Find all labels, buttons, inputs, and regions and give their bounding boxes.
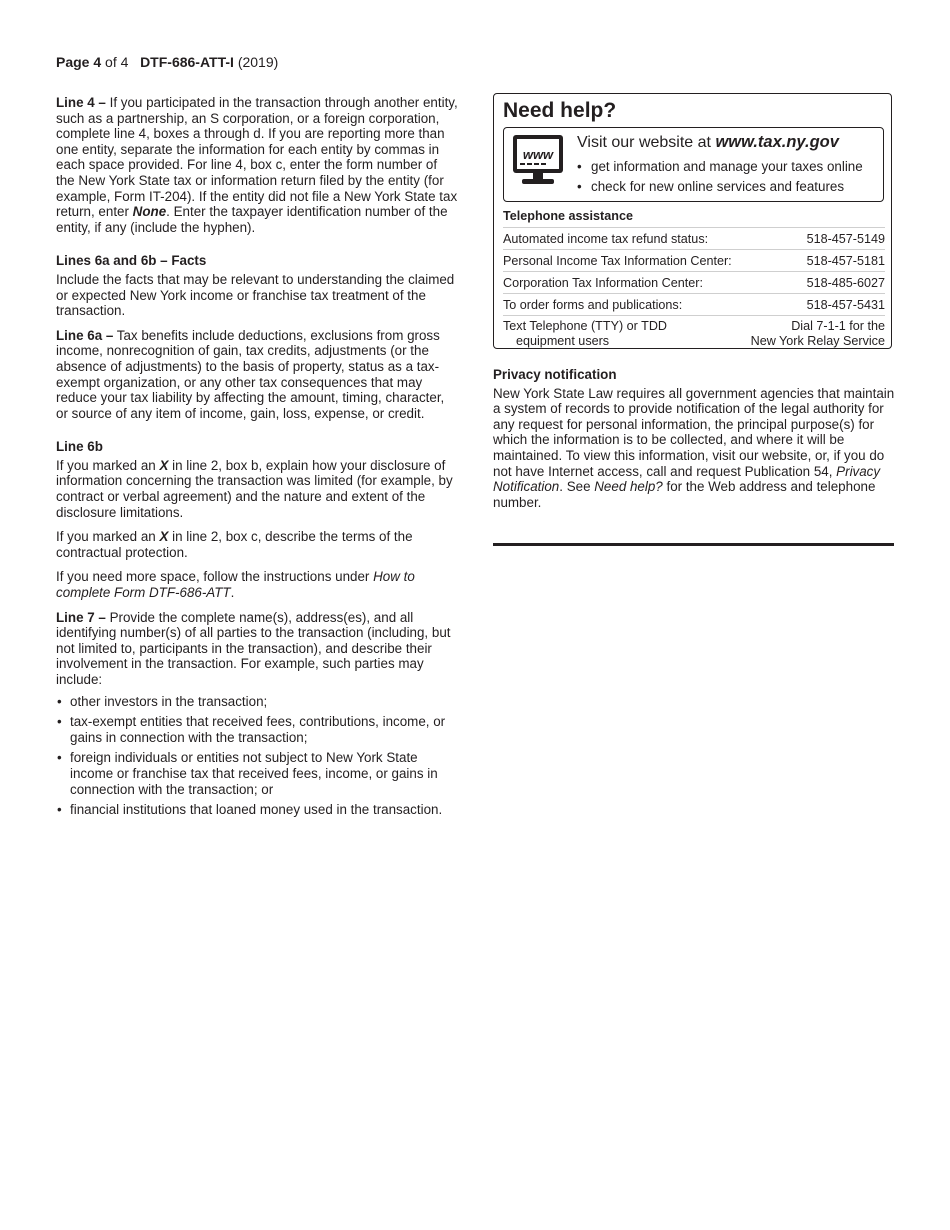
website-bullets bbox=[577, 157, 863, 197]
www-text: www bbox=[522, 147, 554, 162]
line7-text: Provide the complete name(s), address(es), and all identifying number(s) of all parties to the transaction (including, but not limited to, participants in the transaction), and describe their involvement in the transaction. For example, such parties may include: bbox=[56, 609, 451, 687]
line6a-paragraph bbox=[56, 328, 458, 422]
line6b-p1-text-end: in line 2, box b, explain how your disclosure of information concerning the transaction was limited (for example, by contract or verbal agreement) and the nature and extent of the disclosure limitations. bbox=[56, 457, 453, 520]
line4-none: None bbox=[132, 204, 167, 220]
line4-text-end: . Enter the taxpayer identification number of the entity, if any (include the hyphen). bbox=[56, 204, 448, 235]
privacy-text: New York State Law requires all government agencies that maintain a system of records to provide notification of the legal authority for any request for personal information, the principal purpose(s) for which the information is to be collected, and where it will be maintained. To view this information, visit our website, or, if you do not have Internet access, call and request Publication 54, bbox=[493, 385, 895, 479]
line4-text: If you participated in the transaction through another entity, such as a partnership, an S corporation, or a foreign corporation, complete line 4, boxes a through d. If you are reporting more than one entity, separate the information for each entity by commas in each space provided. For line 4, box c, enter the form number of the New York State tax or information return filed by the entity (for example, Form IT-204). If the entity did not file a New York State tax return, enter bbox=[56, 95, 458, 220]
mark-x: X bbox=[159, 457, 169, 473]
table-row bbox=[503, 249, 885, 271]
tel-label: Corporation Tax Information Center: bbox=[503, 275, 703, 290]
privacy-heading: Privacy notification bbox=[493, 367, 617, 382]
tel-label: Personal Income Tax Information Center: bbox=[503, 253, 732, 268]
more-space-paragraph bbox=[56, 569, 458, 600]
privacy-paragraph bbox=[493, 386, 898, 511]
list-item: • check for new online services and features bbox=[577, 177, 863, 197]
line6b-paragraph-1 bbox=[56, 458, 458, 520]
computer-www-icon bbox=[512, 134, 564, 188]
tty-value bbox=[751, 319, 885, 349]
form-year: (2019) bbox=[237, 54, 279, 70]
tty-label-line1: Text Telephone (TTY) or TDD bbox=[503, 319, 668, 333]
page-number: Page 4 bbox=[56, 54, 102, 70]
list-item: • get information and manage your taxes online bbox=[577, 157, 863, 177]
line7-paragraph bbox=[56, 610, 458, 688]
list-item: • tax-exempt entities that received fees, contributions, income, or gains in connection with the transaction; bbox=[56, 714, 458, 745]
tty-label-line2: equipment users bbox=[516, 334, 610, 348]
tel-number: 518-457-5149 bbox=[806, 231, 885, 246]
list-item: • foreign individuals or entities not subject to New York State income or franchise tax that received fees, income, or gains in connection with the transaction; or bbox=[56, 750, 458, 797]
line7-label: Line 7 – bbox=[56, 609, 106, 625]
more-space-text: If you need more space, follow the instructions under bbox=[56, 569, 374, 585]
page-header bbox=[56, 54, 278, 70]
telephone-heading: Telephone assistance bbox=[503, 209, 633, 223]
tel-label: To order forms and publications: bbox=[503, 297, 683, 312]
line6a-label: Line 6a – bbox=[56, 327, 114, 343]
need-help-title: Need help? bbox=[503, 99, 617, 122]
tty-value-line2: New York Relay Service bbox=[750, 334, 885, 348]
telephone-table bbox=[503, 227, 885, 351]
website-link[interactable]: www.tax.ny.gov bbox=[715, 133, 839, 151]
parties-list bbox=[56, 694, 458, 818]
website-box bbox=[503, 127, 884, 202]
facts-heading: Lines 6a and 6b – Facts bbox=[56, 253, 207, 269]
table-row bbox=[503, 293, 885, 315]
tel-number: 518-457-5181 bbox=[806, 253, 885, 268]
tty-label bbox=[503, 319, 667, 349]
need-help-reference: Need help? bbox=[594, 479, 663, 495]
table-row bbox=[503, 227, 885, 249]
how-to-complete-reference: How to complete Form DTF-686-ATT bbox=[56, 569, 415, 601]
tel-label: Automated income tax refund status: bbox=[503, 231, 709, 246]
facts-paragraph: Include the facts that may be relevant to understanding the claimed or expected New York income or franchise tax treatment of the transaction. bbox=[56, 271, 455, 319]
divider bbox=[493, 543, 894, 546]
tel-number: 518-457-5431 bbox=[806, 297, 885, 312]
line6a-text: Tax benefits include deductions, exclusions from gross income, nonrecognition of gain, tax credits, adjustments (or the absence of adjustments) to the basis of property, status as a tax-exempt organization, or any other tax consequences that may reduce your tax liability by affecting the amount, timing, character, or source of any item of income, gain, loss, expense, or credit. bbox=[56, 327, 445, 421]
line6b-p2-text: If you marked an bbox=[56, 529, 160, 545]
instructions-column bbox=[56, 95, 458, 823]
line6b-p1-text: If you marked an bbox=[56, 457, 160, 473]
line6b-p2-text-end: in line 2, box c, describe the terms of the contractual protection. bbox=[56, 529, 413, 560]
more-space-end: . bbox=[230, 585, 235, 601]
website-line bbox=[577, 133, 839, 152]
privacy-text-mid: . See bbox=[559, 479, 595, 495]
need-help-box bbox=[493, 93, 892, 349]
publication-title: Privacy Notification bbox=[493, 463, 881, 495]
privacy-section bbox=[493, 367, 898, 510]
table-row bbox=[503, 271, 885, 293]
line6b-heading: Line 6b bbox=[56, 439, 103, 455]
mark-x: X bbox=[159, 529, 169, 545]
tty-value-line1: Dial 7-1-1 for the bbox=[791, 319, 885, 333]
page-total: of 4 bbox=[101, 54, 129, 70]
line6b-paragraph-2 bbox=[56, 529, 458, 560]
tel-number: 518-485-6027 bbox=[806, 275, 885, 290]
line4-label: Line 4 – bbox=[56, 95, 106, 110]
privacy-text-end: for the Web address and telephone number. bbox=[493, 479, 876, 510]
form-id: DTF-686-ATT-I bbox=[140, 54, 234, 70]
list-item: • other investors in the transaction; bbox=[56, 694, 458, 710]
visit-text: Visit our website at bbox=[577, 134, 716, 151]
line4-paragraph bbox=[56, 95, 458, 235]
list-item: • financial institutions that loaned money used in the transaction. bbox=[56, 802, 458, 818]
table-row bbox=[503, 315, 885, 351]
